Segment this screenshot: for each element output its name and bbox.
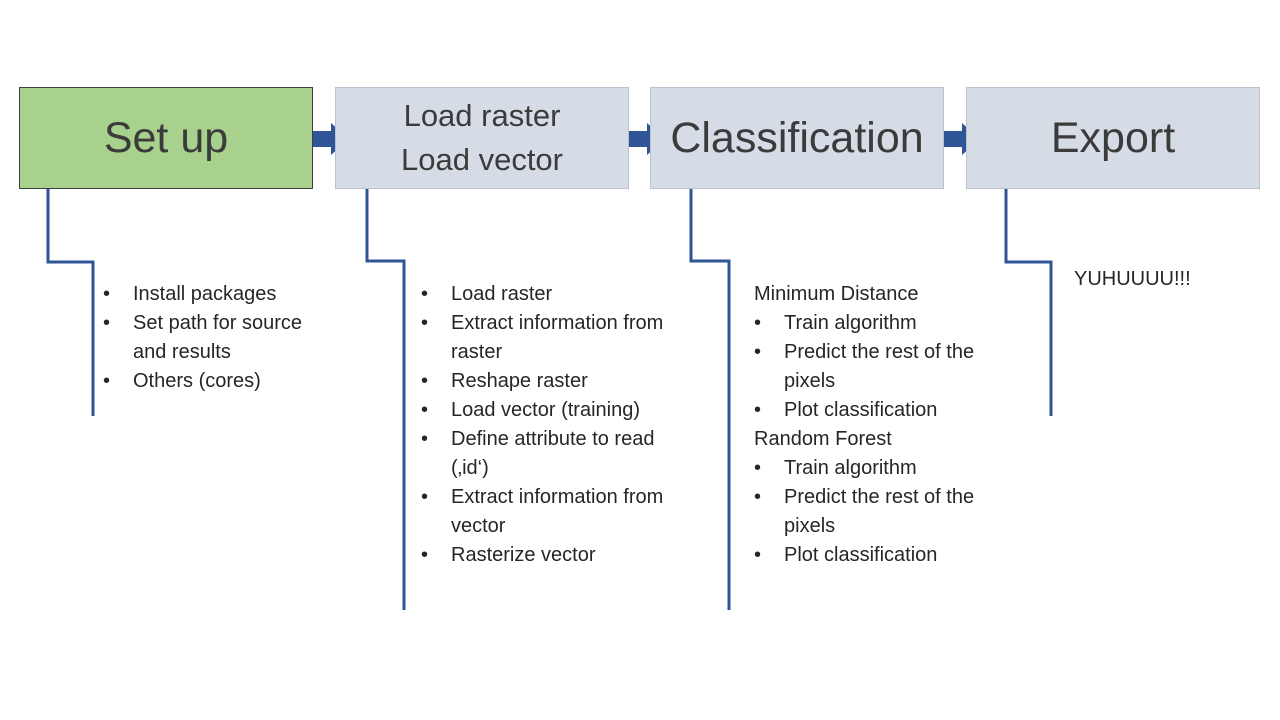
list-item: • Predict the rest of the pixels [754,338,1024,396]
step-setup-box [19,87,313,189]
list-item: • Install packages [103,280,338,309]
step-export-box [966,87,1260,189]
list-item: • Plot classification [754,396,1024,425]
setup-details [103,280,338,396]
step-export-title: Export [1050,113,1176,162]
list-item: • Extract information from vector [421,483,681,541]
list-item: • Load vector (training) [421,396,681,425]
step-classification-box [650,87,944,189]
list-item: • Reshape raster [421,367,681,396]
list-item: • Predict the rest of the pixels [754,483,1024,541]
list-item: • Define attribute to read (‚id‘) [421,425,681,483]
list-item: • Others (cores) [103,367,338,396]
list-item: • Train algorithm [754,309,1024,338]
list-item: • Extract information from raster [421,309,681,367]
load-details [421,280,681,570]
random-forest-heading: Random Forest [754,428,892,450]
step-load-line1: Load raster [403,98,561,133]
step-classification-title: Classification [670,113,924,162]
classification-details [754,280,1024,570]
list-item: • Set path for source and results [103,309,338,367]
load-connector [367,189,404,610]
list-item: • Plot classification [754,541,1024,570]
list-item: • Rasterize vector [421,541,681,570]
step-load-box [335,87,629,189]
export-text: YUHUUUU!!! [1074,268,1191,290]
setup-connector [48,189,93,416]
min-distance-heading: Minimum Distance [754,283,919,305]
step-load-line2: Load vector [401,142,563,177]
classification-connector [691,189,729,610]
step-setup-title: Set up [103,113,229,162]
list-item: • Train algorithm [754,454,1024,483]
list-item: • Load raster [421,280,681,309]
